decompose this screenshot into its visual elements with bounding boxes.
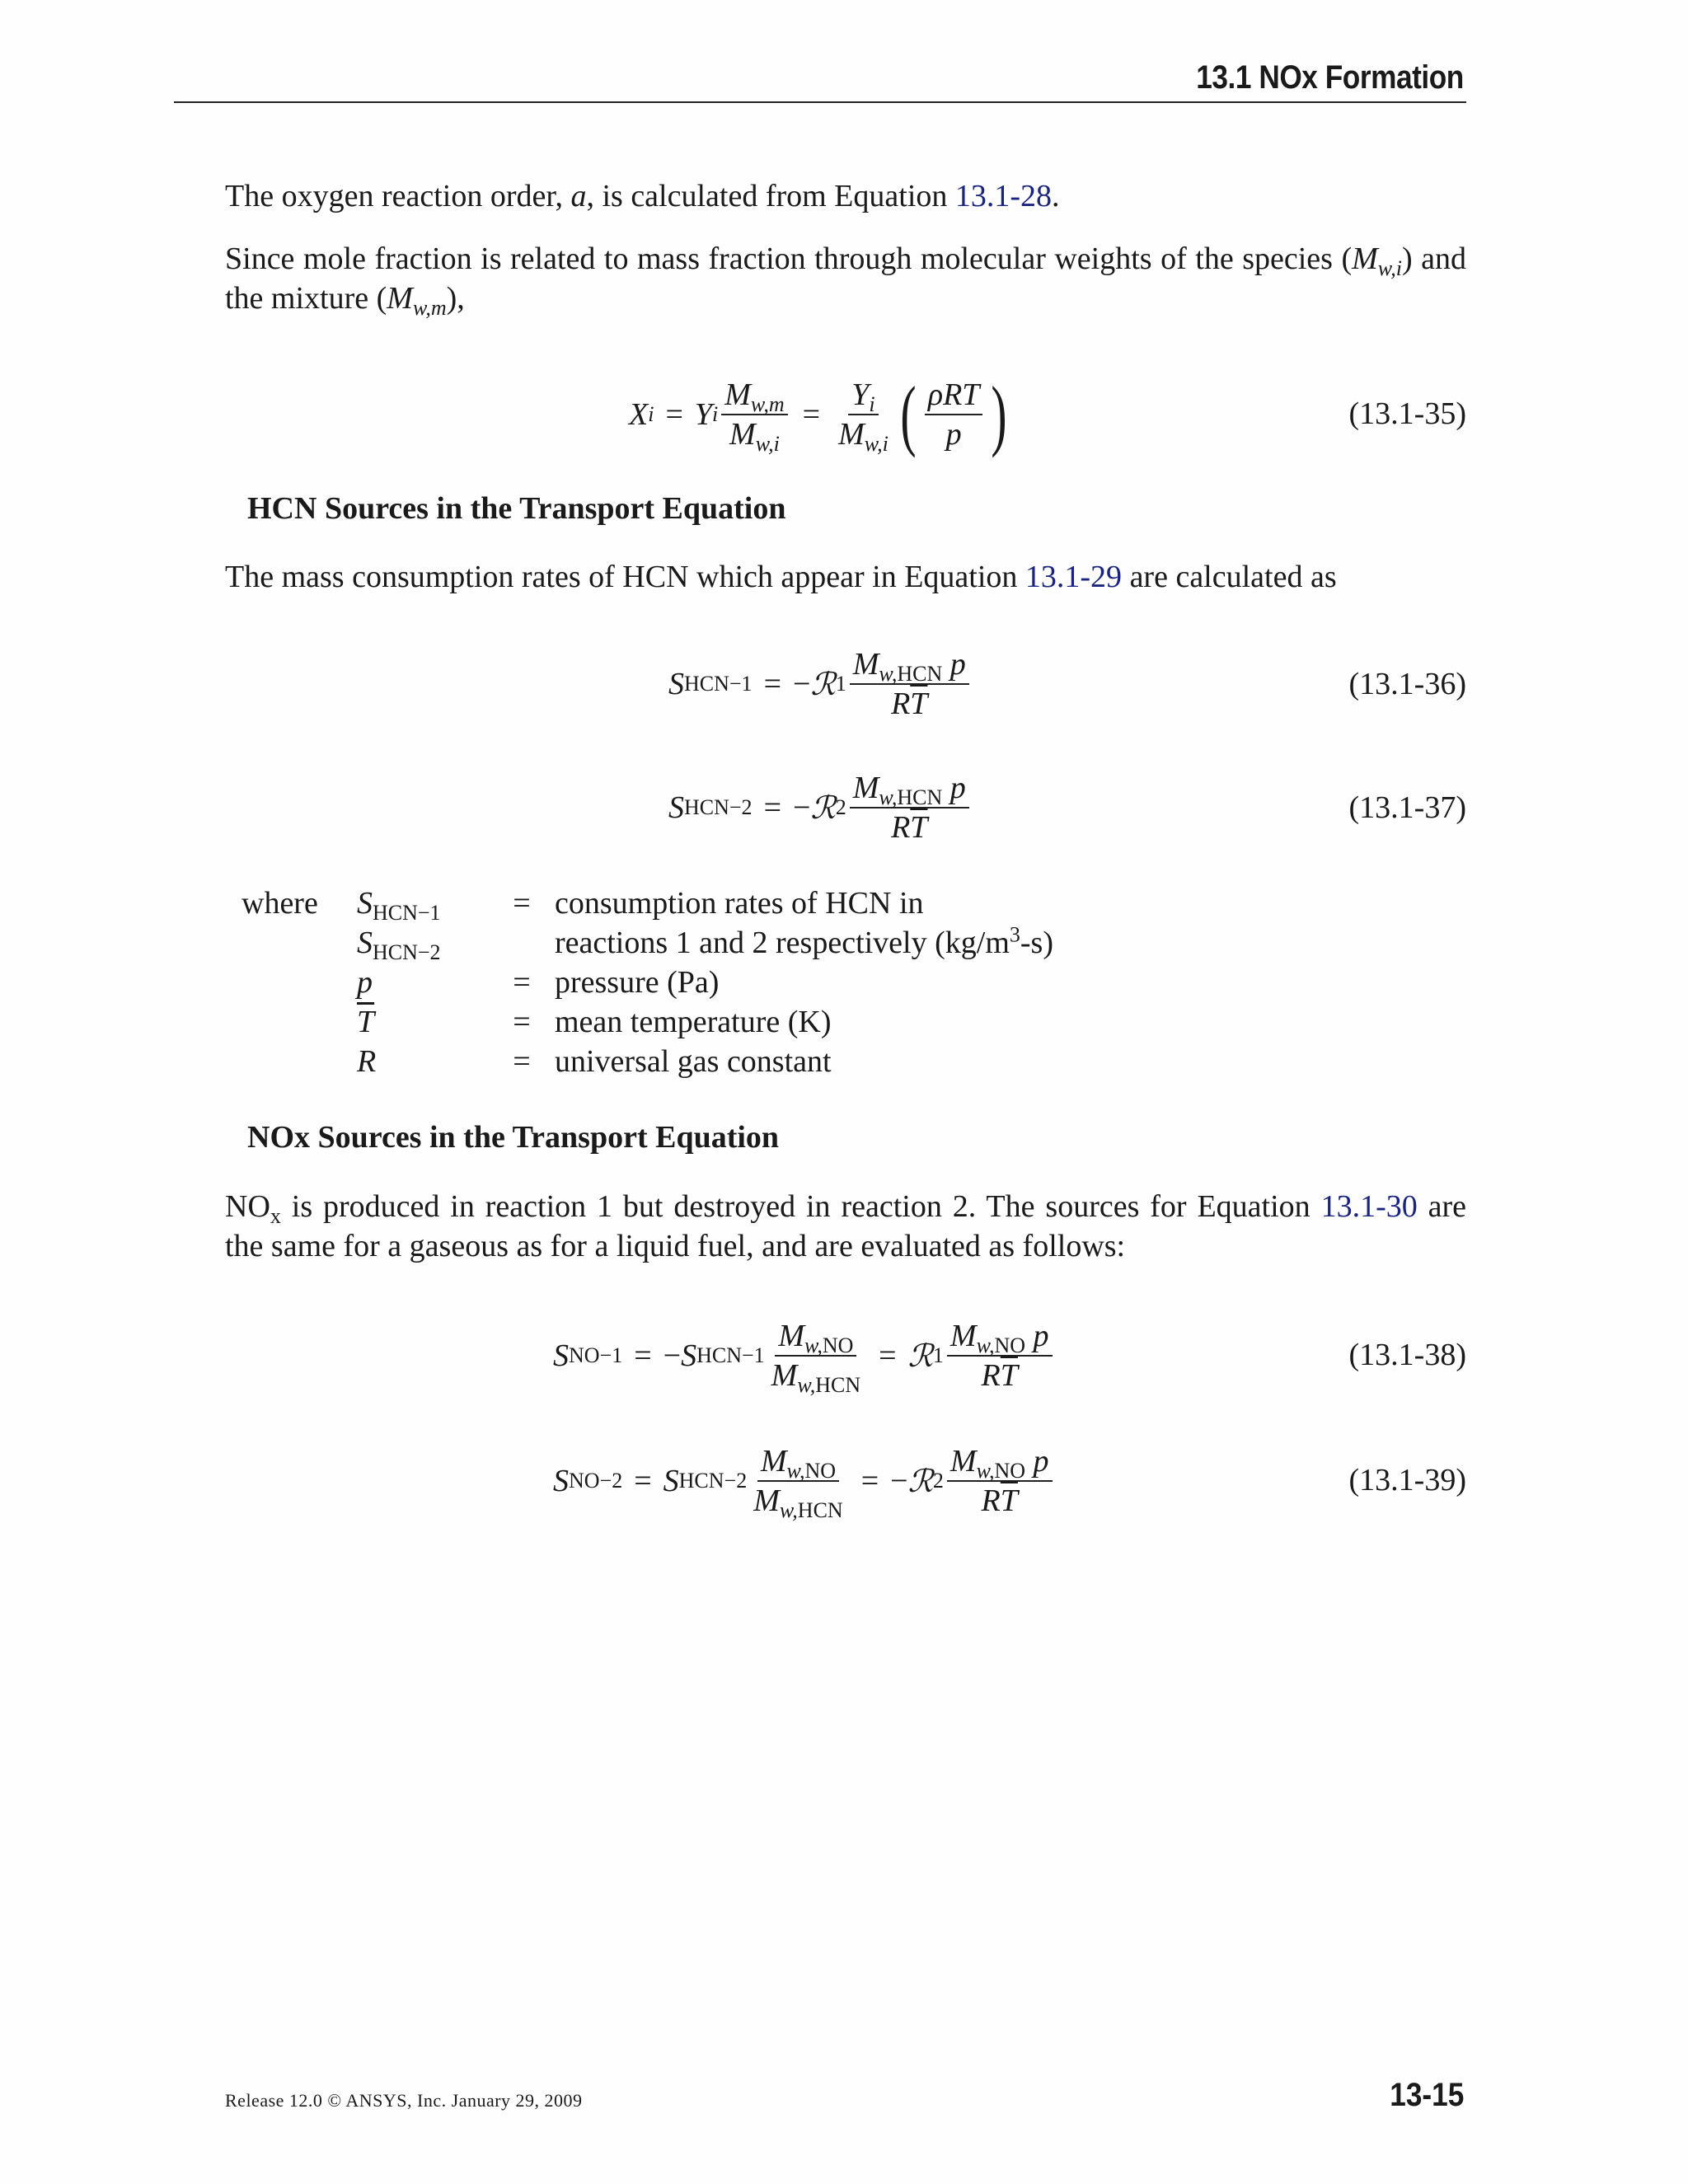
text: ), xyxy=(446,281,465,316)
running-head: 13.1 NOx Formation xyxy=(1196,59,1464,96)
definition: consumption rates of HCN in xyxy=(555,886,924,921)
equals: = xyxy=(513,1005,531,1039)
definition: universal gas constant xyxy=(555,1044,832,1079)
definition-row xyxy=(241,923,1053,963)
equation-number: (13.1-38) xyxy=(1348,1338,1466,1372)
paragraph-hcn-consumption xyxy=(225,557,1466,597)
subscript: HCN−2 xyxy=(373,940,441,964)
equation-link-13-1-29[interactable]: 13.1-29 xyxy=(1025,560,1123,594)
heading-nox-sources: NOx Sources in the Transport Equation xyxy=(247,1120,780,1155)
where-label: where xyxy=(241,886,318,921)
text: The mass consumption rates of HCN which appear in Equation xyxy=(225,560,1025,594)
equals: = xyxy=(513,965,531,1000)
equals: = xyxy=(513,886,531,921)
equation-link-13-1-28[interactable]: 13.1-28 xyxy=(954,179,1053,213)
equation-number: (13.1-35) xyxy=(1348,396,1466,431)
equation-13-1-36 xyxy=(225,643,1466,725)
subscript: x xyxy=(270,1204,281,1228)
symbol: p xyxy=(357,965,373,1000)
text: -s) xyxy=(1020,926,1053,960)
text: reactions 1 and 2 respectively (kg/m xyxy=(555,926,1010,960)
subscript: HCN−1 xyxy=(373,901,441,925)
definition: mean temperature (K) xyxy=(555,1005,832,1039)
equation-13-1-38 xyxy=(225,1310,1466,1401)
symbol: S xyxy=(357,926,373,960)
definition-row xyxy=(241,1042,1053,1081)
text: The oxygen reaction order, xyxy=(225,179,571,213)
equation-body: X i = Y i $\frac{M_{w,m}}{M_{w,i}}$ = $\frac{Y_i}{M_{w,i}}$ ( $\frac{\text{ρRT}}{p}$ ) xyxy=(629,370,1007,458)
header-rule xyxy=(174,101,1466,103)
equation-13-1-39 xyxy=(225,1436,1466,1526)
definition xyxy=(555,923,1053,963)
var-a: a xyxy=(570,179,587,213)
page-number: 13-15 xyxy=(1389,2077,1464,2113)
symbol-M: M xyxy=(1352,241,1378,276)
equals: = xyxy=(513,1044,531,1079)
equation-number: (13.1-37) xyxy=(1348,790,1466,825)
equation-body: S HCN−1 = − ℛ 1 $\frac{M_{w,HCN} p}{R\overline{T}}$ xyxy=(668,643,973,725)
equation-link-13-1-30[interactable]: 13.1-30 xyxy=(1320,1189,1418,1224)
definition-row xyxy=(241,883,1053,923)
text: , is calculated from Equation xyxy=(586,179,955,213)
definition-row xyxy=(241,1002,1053,1042)
definition: pressure (Pa) xyxy=(555,965,720,1000)
text: Since mole fraction is related to mass fraction through molecular weights of the species ( xyxy=(225,241,1353,276)
equation-13-1-37 xyxy=(225,766,1466,849)
heading-hcn-sources: HCN Sources in the Transport Equation xyxy=(247,491,786,526)
symbol: $\overline{T}$ xyxy=(357,1005,375,1039)
paragraph-nox-sources xyxy=(225,1187,1466,1266)
text: are calculated as xyxy=(1122,560,1337,594)
text: . xyxy=(1052,179,1060,213)
paragraph-oxygen-order xyxy=(225,176,1466,216)
text: is produced in reaction 1 but destroyed in reaction 2. The sources for Equation xyxy=(280,1189,1321,1224)
footer-release: Release 12.0 © ANSYS, Inc. January 29, 2009 xyxy=(225,2090,583,2111)
symbol: S xyxy=(357,886,373,921)
text: are the same for a gaseous as for a liquid fuel, and are evaluated as follows: xyxy=(225,1189,1467,1263)
subscript: w,m xyxy=(412,296,447,320)
text: ) and the mixture ( xyxy=(225,241,1466,316)
paragraph-mole-fraction xyxy=(225,239,1466,318)
equation-number: (13.1-36) xyxy=(1348,667,1466,701)
equation-number: (13.1-39) xyxy=(1348,1463,1466,1497)
equation-body: S NO−1 = − S HCN−1 $\frac{M_{w,NO}}{M_{w,HCN}}$ = ℛ 1 $\frac{M_{w,NO} p}{R\overline{T}}$ xyxy=(553,1310,1056,1401)
equation-13-1-35 xyxy=(225,369,1466,460)
equation-body: S NO−2 = S HCN−2 $\frac{M_{w,NO}}{M_{w,HCN}}$ = − ℛ 2 $\frac{M_{w,NO} p}{R\overline{T}}$ xyxy=(553,1436,1056,1526)
equals xyxy=(489,923,555,963)
subscript: w,i xyxy=(1377,256,1402,280)
definition-row xyxy=(241,963,1053,1002)
variable-definitions xyxy=(241,883,1053,1081)
symbol: R xyxy=(357,1044,377,1079)
equation-body: S HCN−2 = − ℛ 2 $\frac{M_{w,HCN} p}{R\overline{T}}$ xyxy=(668,766,973,849)
symbol-M: M xyxy=(387,281,413,316)
superscript: 3 xyxy=(1009,922,1020,947)
text: NO xyxy=(225,1189,270,1224)
